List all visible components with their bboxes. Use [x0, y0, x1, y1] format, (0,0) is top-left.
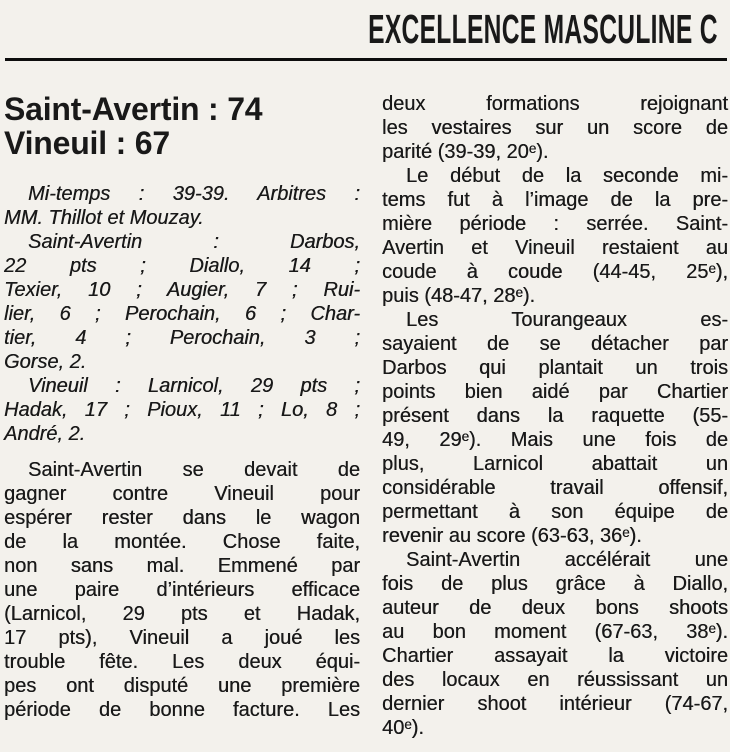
- headline-home-score: Saint-Avertin : 74: [4, 91, 263, 127]
- text-line: points bien aidé par Chartier: [382, 381, 728, 403]
- text-line: Vineuil : Larnicol, 29 pts ;: [28, 375, 360, 397]
- text-line: Les Tourangeaux es-: [406, 309, 728, 331]
- text-line: dernier shoot intérieur (74-67,: [382, 693, 728, 715]
- text-line: auteur de deux bons shoots: [382, 597, 728, 619]
- referees-halftime: [4, 182, 360, 230]
- text-line: Saint-Avertin : Darbos,: [28, 231, 360, 253]
- text-line: lier, 6 ; Perochain, 6 ; Char-: [4, 303, 360, 325]
- text-line: fois de plus grâce à Diallo,: [382, 573, 728, 595]
- text-line: pes ont disputé une première: [4, 675, 360, 697]
- text-line: 40ᵉ).: [382, 717, 424, 739]
- body-paragraph-3: [382, 308, 728, 548]
- body-paragraph-1: [4, 458, 360, 722]
- left-column: [4, 92, 360, 740]
- text-line: plus, Larnicol abattait un: [382, 453, 728, 475]
- text-line: Saint-Avertin se devait de: [28, 459, 360, 481]
- text-line: Mi-temps : 39-39. Arbitres :: [28, 183, 360, 205]
- text-line: 49, 29ᵉ). Mais une fois de: [382, 429, 728, 451]
- text-line: au bon moment (67-63, 38ᵉ).: [382, 621, 728, 643]
- text-line: non sans mal. Emmené par: [4, 555, 360, 577]
- text-line: espérer rester dans le wagon: [4, 507, 360, 529]
- text-line: trouble fête. Les deux équi-: [4, 651, 360, 673]
- headline-away-score: Vineuil : 67: [4, 125, 170, 161]
- text-line: revenir au score (63-63, 36ᵉ).: [382, 525, 642, 547]
- text-line: puis (48-47, 28ᵉ).: [382, 285, 536, 307]
- body-paragraph-1-continued: [382, 92, 728, 164]
- text-line: MM. Thillot et Mouzay.: [4, 207, 204, 229]
- article-body: [4, 92, 728, 740]
- text-line: 22 pts ; Diallo, 14 ;: [4, 255, 360, 277]
- text-line: présent dans la raquette (55-: [382, 405, 728, 427]
- left-column-text: [4, 182, 360, 722]
- text-line: Texier, 10 ; Augier, 7 ; Rui-: [4, 279, 360, 301]
- body-paragraph-4: [382, 548, 728, 740]
- text-line: Hadak, 17 ; Pioux, 11 ; Lo, 8 ;: [4, 399, 360, 421]
- text-line: des locaux en réussissant un: [382, 669, 728, 691]
- text-line: André, 2.: [4, 423, 86, 445]
- text-line: période de bonne facture. Les: [4, 699, 360, 721]
- section-title: EXCELLENCE MASCULINE C: [368, 6, 718, 52]
- text-line: Saint-Avertin accélérait une: [406, 549, 728, 571]
- right-column: [382, 92, 728, 740]
- text-line: les vestaires sur un score de: [382, 117, 728, 139]
- text-line: mière période : serrée. Saint-: [382, 213, 728, 235]
- vineuil-scorers: [4, 374, 360, 446]
- text-line: de la montée. Chose faite,: [4, 531, 360, 553]
- text-line: gagner contre Vineuil pour: [4, 483, 360, 505]
- text-line: permettant à son équipe de: [382, 501, 728, 523]
- body-paragraph-2: [382, 164, 728, 308]
- text-line: considérable travail offensif,: [382, 477, 728, 499]
- text-line: parité (39-39, 20ᵉ).: [382, 141, 549, 163]
- text-line: (Larnicol, 29 pts et Hadak,: [4, 603, 360, 625]
- text-line: Gorse, 2.: [4, 351, 87, 373]
- text-line: une paire d’intérieurs efficace: [4, 579, 360, 601]
- text-line: 17 pts), Vineuil a joué les: [4, 627, 360, 649]
- text-line: tems fut à l’image de la pre-: [382, 189, 728, 211]
- text-line: tier, 4 ; Perochain, 3 ;: [4, 327, 360, 349]
- header-divider: [5, 58, 727, 61]
- right-column-text: [382, 92, 728, 740]
- text-line: deux formations rejoignant: [382, 93, 728, 115]
- text-line: Avertin et Vineuil restaient au: [382, 237, 728, 259]
- text-line: sayaient de se détacher par: [382, 333, 728, 355]
- saint-avertin-scorers: [4, 230, 360, 374]
- text-line: Darbos qui plantait un trois: [382, 357, 728, 379]
- headline: [4, 92, 360, 160]
- text-line: coude à coude (44-45, 25ᵉ),: [382, 261, 728, 283]
- text-line: Le début de la seconde mi-: [406, 165, 728, 187]
- text-line: Chartier assayait la victoire: [382, 645, 728, 667]
